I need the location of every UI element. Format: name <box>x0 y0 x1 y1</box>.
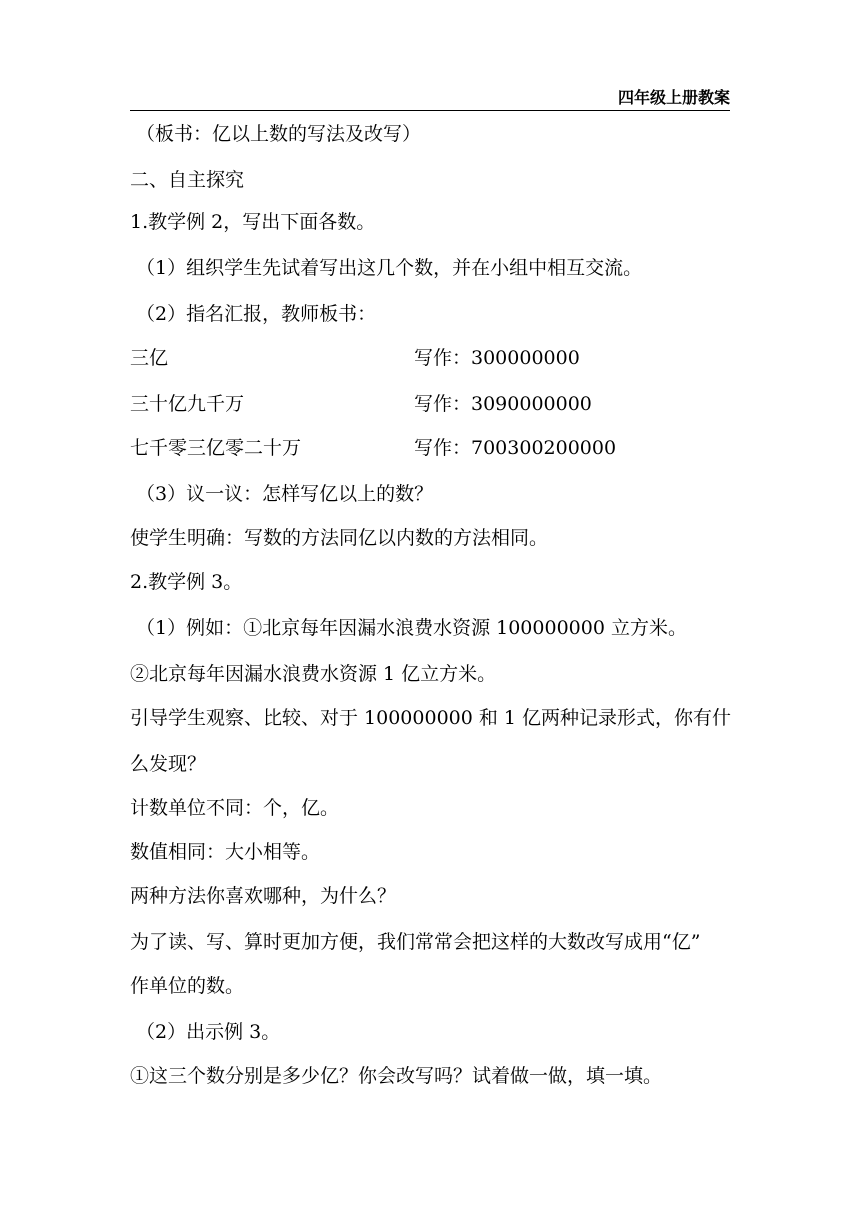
number-written: 写作：700300200000 <box>414 437 617 459</box>
text-line: 两种方法你喜欢哪种，为什么？ <box>130 885 397 907</box>
number-words: 三亿 <box>130 347 169 369</box>
header-title: 四年级上册教案 <box>617 88 730 107</box>
text-line: ①这三个数分别是多少亿？你会改写吗？试着做一做，填一填。 <box>130 1065 663 1087</box>
text-line: （1）组织学生先试着写出这几个数，并在小组中相互交流。 <box>136 257 643 279</box>
text-line: 么发现？ <box>130 753 207 775</box>
text-line: 使学生明确：写数的方法同亿以内数的方法相同。 <box>130 527 549 549</box>
number-row <box>130 346 580 370</box>
number-written: 写作：300000000 <box>414 347 580 369</box>
number-written: 写作：3090000000 <box>414 393 592 415</box>
section-heading: 二、自主探究 <box>130 169 245 191</box>
text-line: 数值相同：大小相等。 <box>130 841 321 863</box>
number-words: 三十亿九千万 <box>130 393 245 415</box>
text-line: 为了读、写、算时更加方便，我们常常会把这样的大数改写成用“亿” <box>130 931 701 953</box>
page-header <box>130 88 730 111</box>
text-line: 2.教学例 3。 <box>130 571 243 593</box>
text-line: 计数单位不同：个，亿。 <box>130 797 340 819</box>
text-line: 作单位的数。 <box>130 975 245 997</box>
number-row <box>130 436 617 460</box>
number-row <box>130 392 592 416</box>
text-line: （1）例如：①北京每年因漏水浪费水资源 100000000 立方米。 <box>136 617 687 639</box>
text-line: （3）议一议：怎样写亿以上的数？ <box>136 483 434 505</box>
text-line: 1.教学例 2，写出下面各数。 <box>130 211 376 233</box>
text-line: 引导学生观察、比较、对于 100000000 和 1 亿两种记录形式，你有什 <box>130 707 732 729</box>
number-words: 七千零三亿零二十万 <box>130 437 302 459</box>
text-line: （2）指名汇报，教师板书： <box>136 303 377 325</box>
text-line: （板书：亿以上数的写法及改写） <box>136 123 422 145</box>
text-line: ②北京每年因漏水浪费水资源 1 亿立方米。 <box>130 663 497 685</box>
text-line: （2）出示例 3。 <box>136 1021 281 1043</box>
